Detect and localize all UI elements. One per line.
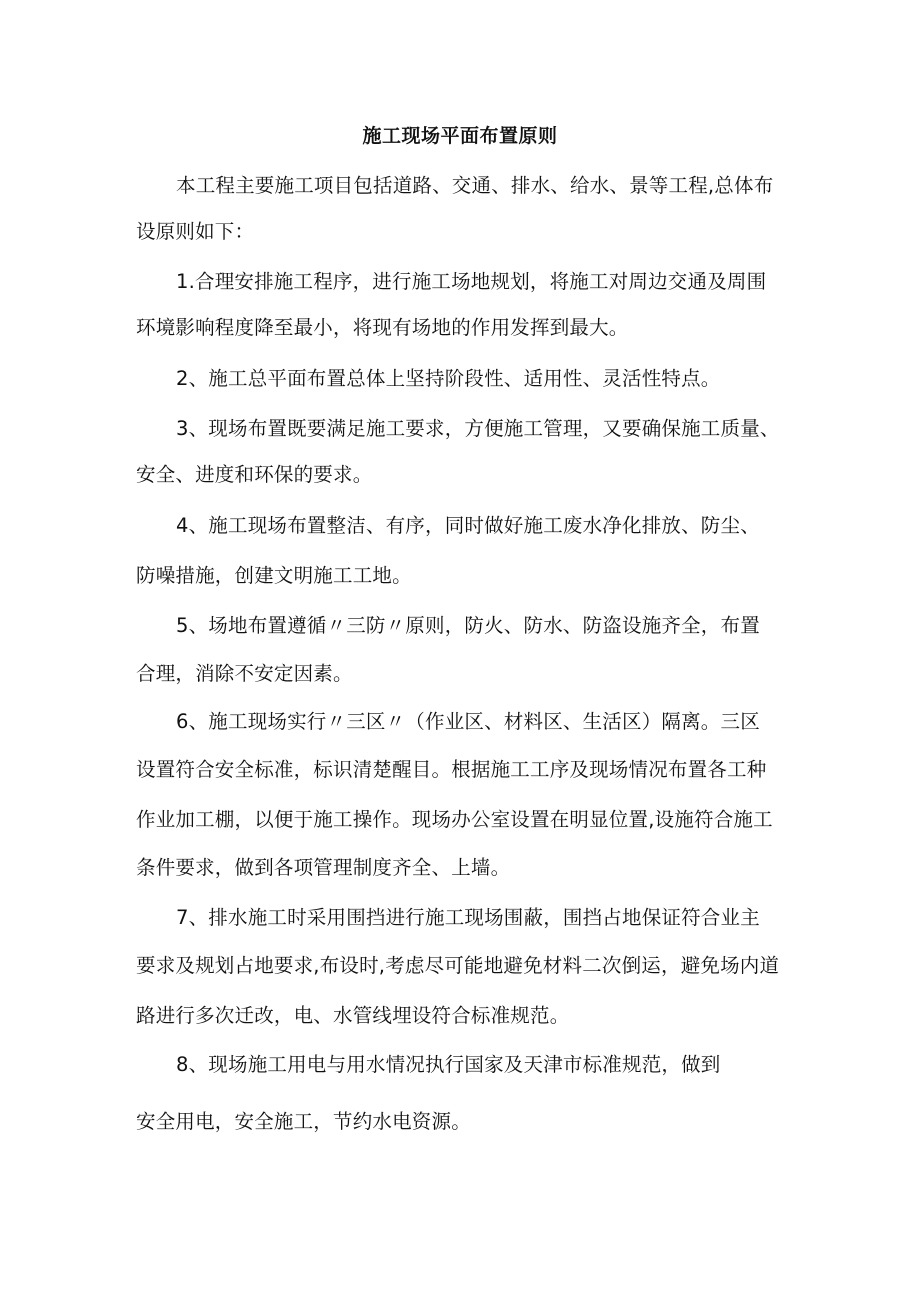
item-4-line-2: 防噪措施，创建文明施工工地。 bbox=[136, 564, 412, 587]
item-7-line-2: 要求及规划占地要求,布设时,考虑尽可能地避免材料二次倒运，避免场内道 bbox=[136, 954, 780, 977]
item-2-line-1: 2、施工总平面布置总体上坚持阶段性、适用性、灵活性特点。 bbox=[176, 367, 721, 390]
item-6-line-4: 条件要求，做到各项管理制度齐全、上墙。 bbox=[136, 856, 511, 879]
item-8-line-1: 8、现场施工用电与用水情况执行国家及天津市标准规范，做到 bbox=[176, 1053, 721, 1076]
item-7-line-1: 7、排水施工时采用围挡进行施工现场围蔽，围挡占地保证符合业主 bbox=[176, 906, 760, 929]
document-title: 施工现场平面布置原则 bbox=[362, 125, 558, 147]
item-6-line-2: 设置符合安全标准，标识清楚醒目。根据施工工序及现场情况布置各工种 bbox=[136, 758, 767, 781]
paragraph-intro-line-2: 设原则如下： bbox=[136, 220, 255, 243]
item-1-line-2: 环境影响程度降至最小，将现有场地的作用发挥到最大。 bbox=[136, 316, 629, 339]
item-8-line-2: 安全用电，安全施工，节约水电资源。 bbox=[136, 1110, 471, 1133]
item-4-line-1: 4、施工现场布置整洁、有序，同时做好施工废水净化排放、防尘、 bbox=[176, 514, 760, 537]
item-1-line-1: 1.合理安排施工程序，进行施工场地规划，将施工对周边交通及周围 bbox=[176, 270, 767, 293]
paragraph-intro-line-1: 本工程主要施工项目包括道路、交通、排水、给水、景等工程,总体布 bbox=[176, 174, 774, 197]
item-5-line-2: 合理，消除不安定因素。 bbox=[136, 662, 353, 685]
item-3-line-2: 安全、进度和环保的要求。 bbox=[136, 463, 373, 486]
item-7-line-3: 路进行多次迁改，电、水管线埋设符合标准规范。 bbox=[136, 1004, 570, 1027]
item-5-line-1: 5、场地布置遵循〃三防〃原则，防火、防水、防盗设施齐全，布置 bbox=[176, 614, 760, 637]
item-6-line-1: 6、施工现场实行〃三区〃（作业区、材料区、生活区）隔离。三区 bbox=[176, 710, 760, 733]
item-3-line-1: 3、现场布置既要满足施工要求，方便施工管理，又要确保施工质量、 bbox=[176, 417, 780, 440]
item-6-line-3: 作业加工棚，以便于施工操作。现场办公室设置在明显位置,设施符合施工 bbox=[136, 808, 773, 831]
